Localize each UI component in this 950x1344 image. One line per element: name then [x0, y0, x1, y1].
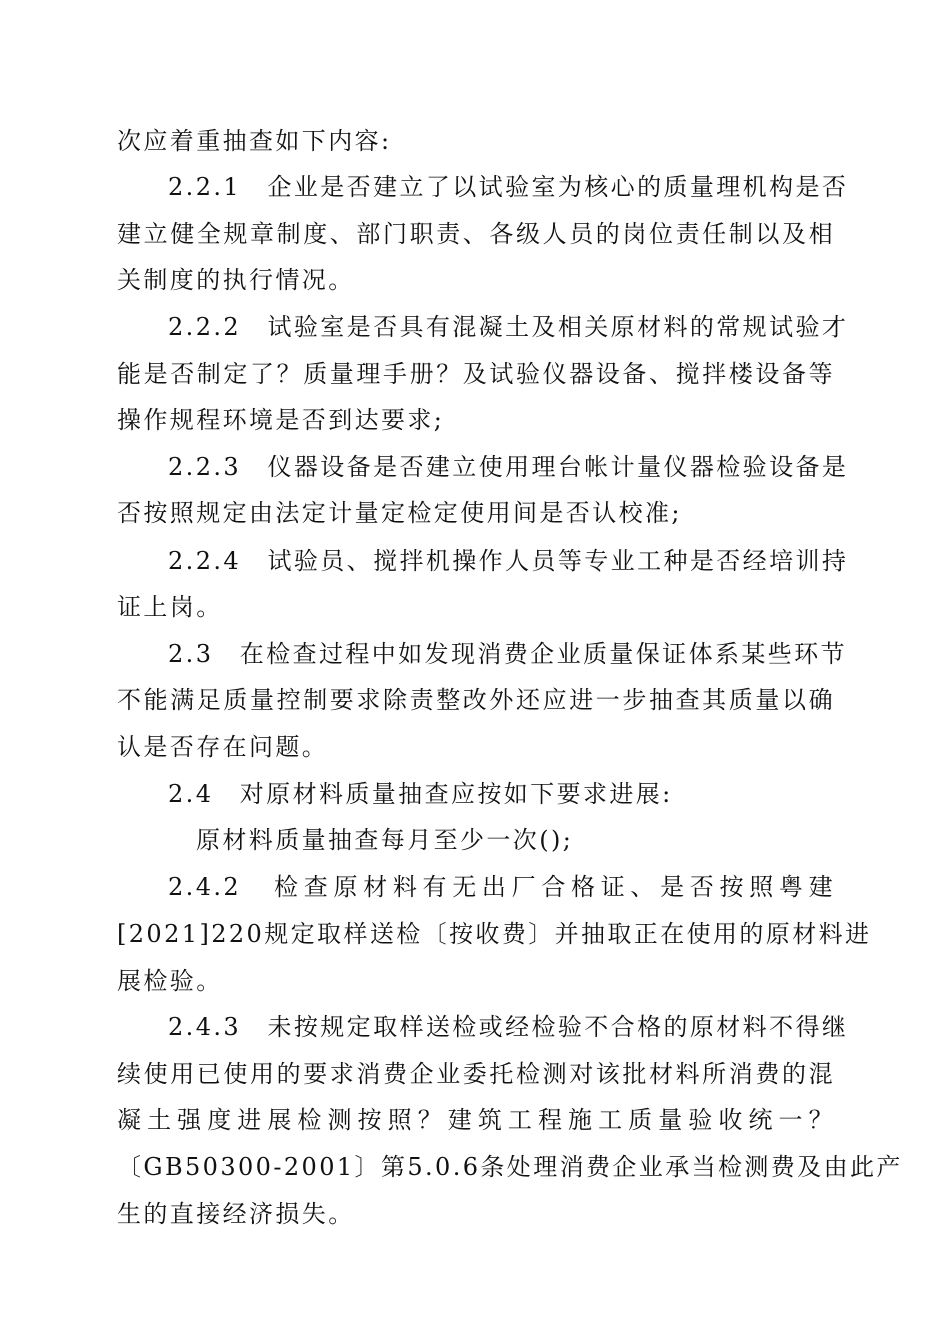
text-line-24: 生的直接经济损失。	[117, 1200, 355, 1228]
text-line-21: 续使用已使用的要求消费企业委托检测对该批材料所消费的混	[117, 1060, 835, 1088]
text-line-14: 认是否存在问题。	[117, 733, 329, 761]
text-line-13: 不能满足质量控制要求除责整改外还应进一步抽查其质量以确	[117, 686, 835, 714]
text-line-19: 展检验。	[117, 967, 223, 995]
text-line-9: 否按照规定由法定计量定检定使用间是否认校准;	[117, 499, 682, 527]
text-line-11: 证上岗。	[117, 593, 223, 621]
text-line-1: 次应着重抽查如下内容:	[117, 127, 392, 155]
text-line-23: 〔GB50300-2001〕第5.0.6条处理消费企业承当检测费及由此产	[117, 1153, 903, 1181]
text-line-8: 2.2.3 仪器设备是否建立使用理台帐计量仪器检验设备是	[168, 453, 849, 481]
text-line-10: 2.2.4 试验员、搅拌机操作人员等专业工种是否经培训持	[168, 547, 849, 575]
text-line-22: 凝土强度进展检测按照？建筑工程施工质量验收统一？	[117, 1106, 835, 1134]
text-line-2: 2.2.1 企业是否建立了以试验室为核心的质量理机构是否	[168, 173, 849, 201]
text-line-4: 关制度的执行情况。	[117, 266, 355, 294]
text-line-3: 建立健全规章制度、部门职责、各级人员的岗位责任制以及相	[117, 220, 835, 248]
text-line-12: 2.3 在检查过程中如发现消费企业质量保证体系某些环节	[168, 640, 847, 668]
text-line-15: 2.4 对原材料质量抽查应按如下要求进展:	[168, 780, 673, 808]
text-line-7: 操作规程环境是否到达要求;	[117, 406, 445, 434]
text-line-18: [2021]220规定取样送检〔按收费〕并抽取正在使用的原材料进	[117, 920, 872, 948]
text-line-20: 2.4.3 未按规定取样送检或经检验不合格的原材料不得继	[168, 1013, 849, 1041]
text-line-5: 2.2.2 试验室是否具有混凝土及相关原材料的常规试验才	[168, 313, 849, 341]
text-line-16: 原材料质量抽查每月至少一次();	[196, 826, 574, 854]
text-line-6: 能是否制定了？质量理手册？及试验仪器设备、搅拌楼设备等	[117, 360, 835, 388]
text-line-17: 2.4.2 检查原材料有无出厂合格证、是否按照粤建	[168, 873, 835, 901]
